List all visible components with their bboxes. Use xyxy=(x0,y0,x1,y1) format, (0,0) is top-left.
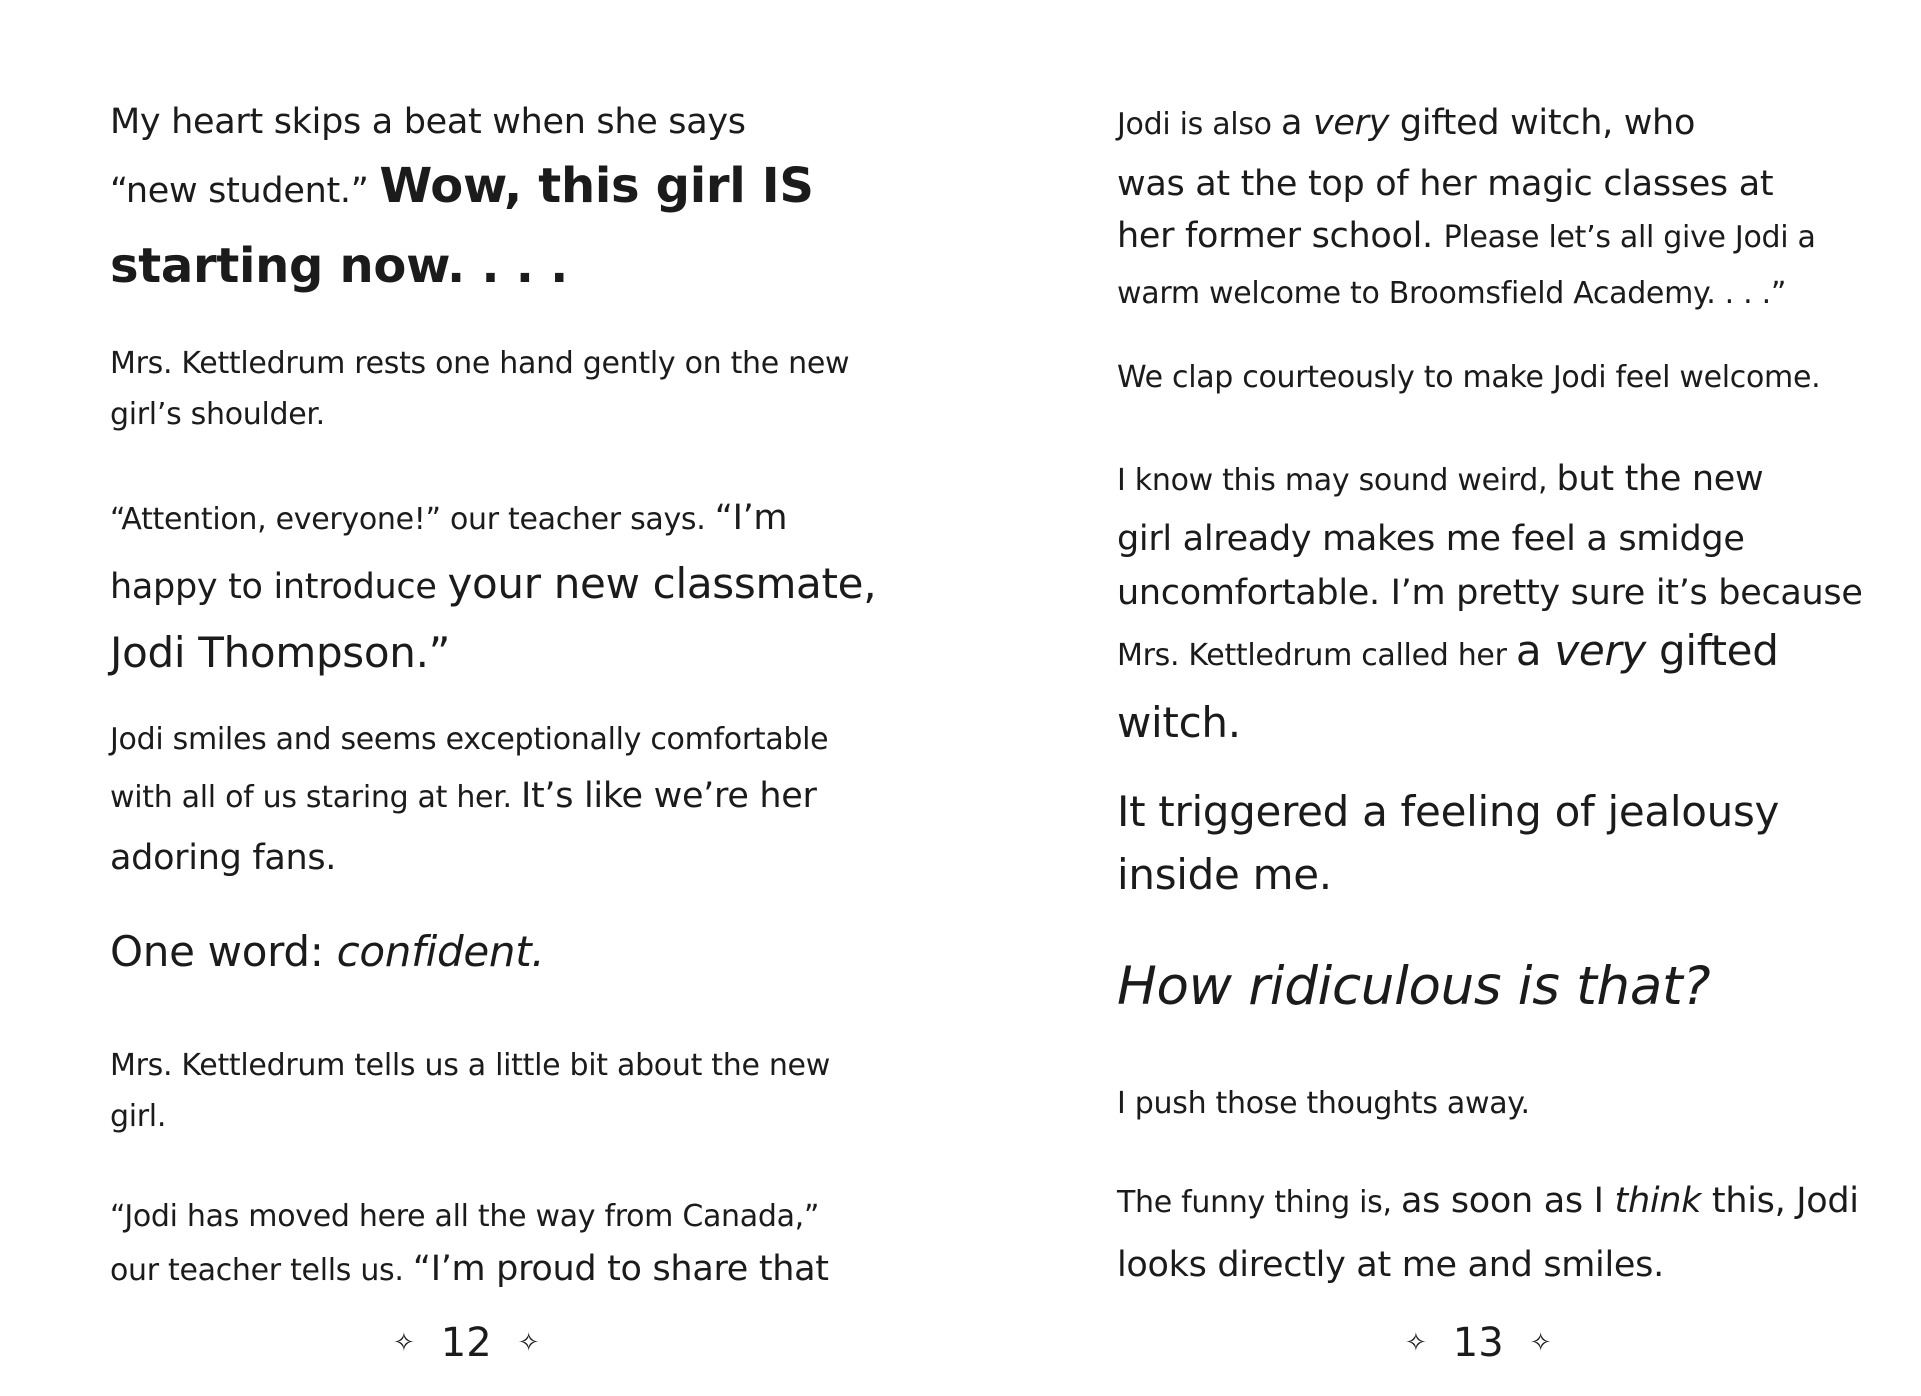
text-line: warm welcome to Broomsfield Academy. . . .” xyxy=(1117,276,1787,311)
text-line: Mrs. Kettledrum rests one hand gently on the new xyxy=(110,346,850,381)
right-paragraph-5 xyxy=(1117,952,1710,1022)
text-line xyxy=(110,488,876,554)
text-line xyxy=(110,768,828,830)
text-span: but the new xyxy=(1556,459,1764,499)
text-line xyxy=(1117,94,1816,158)
text-span: this, Jodi xyxy=(1701,1181,1859,1221)
text-span: It’s like we’re her xyxy=(520,776,817,816)
left-page xyxy=(0,0,960,1396)
right-paragraph-4 xyxy=(1117,780,1779,906)
text-line: We clap courteously to make Jodi feel welcome. xyxy=(1117,360,1821,395)
text-span: “I’m xyxy=(714,498,788,538)
sparkle-icon: ✧ xyxy=(1405,1328,1427,1358)
left-paragraph-4 xyxy=(110,712,828,886)
text-span: confident. xyxy=(336,927,545,976)
text-line: Jodi smiles and seems exceptionally comfortable xyxy=(110,722,829,757)
right-paragraph-6 xyxy=(1117,1078,1530,1130)
text-line: Mrs. Kettledrum tells us a little bit about the new xyxy=(110,1048,830,1083)
text-line: inside me. xyxy=(1117,850,1332,899)
left-paragraph-7 xyxy=(110,1190,829,1301)
text-span: with all of us staring at her. xyxy=(110,780,521,815)
text-span: “new student.” xyxy=(110,171,380,211)
text-span: very xyxy=(1554,626,1646,675)
text-line: starting now. . . . xyxy=(110,238,569,294)
text-line: I push those thoughts away. xyxy=(1117,1086,1530,1121)
page-number-right xyxy=(1405,1320,1552,1366)
text-span: happy to introduce xyxy=(110,567,448,607)
left-paragraph-6 xyxy=(110,1040,830,1142)
text-line: My heart skips a beat when she says xyxy=(110,102,746,142)
right-paragraph-2 xyxy=(1117,352,1820,404)
text-line: Jodi Thompson.” xyxy=(110,628,451,677)
sparkle-icon: ✧ xyxy=(1529,1328,1552,1358)
text-line xyxy=(1117,620,1863,691)
text-span: your new classmate, xyxy=(447,559,877,608)
text-span: think xyxy=(1614,1181,1702,1221)
sparkle-icon: ✧ xyxy=(393,1328,415,1358)
text-line xyxy=(1117,1172,1859,1236)
text-span: Mrs. Kettledrum called her xyxy=(1117,638,1516,673)
text-line: It triggered a feeling of jealousy xyxy=(1117,787,1780,836)
text-line xyxy=(110,554,876,623)
text-line: adoring fans. xyxy=(110,838,337,878)
text-span: a xyxy=(1515,626,1555,675)
text-span: The funny thing is, xyxy=(1117,1185,1401,1220)
text-span: Please let’s all give Jodi a xyxy=(1443,220,1816,255)
text-span: gifted xyxy=(1645,626,1779,675)
right-paragraph-7 xyxy=(1117,1172,1859,1294)
text-span: Wow, this girl IS xyxy=(379,158,814,214)
text-span: “Attention, everyone!” our teacher says. xyxy=(110,502,715,537)
text-line: girl already makes me feel a smidge xyxy=(1117,519,1745,559)
text-line: uncomfortable. I’m pretty sure it’s because xyxy=(1117,573,1863,613)
text-line xyxy=(110,1243,829,1301)
page-number-left xyxy=(393,1320,540,1366)
text-line xyxy=(1117,210,1816,268)
text-line xyxy=(110,152,814,231)
text-line: girl. xyxy=(110,1099,167,1134)
text-span: very xyxy=(1312,103,1390,143)
text-span: a xyxy=(1280,103,1313,143)
text-line: witch. xyxy=(1117,698,1241,747)
right-page xyxy=(960,0,1921,1396)
left-paragraph-1 xyxy=(110,92,814,301)
page-number-value: 12 xyxy=(440,1320,492,1366)
text-span: as soon as I xyxy=(1400,1181,1615,1221)
text-span: her former school. xyxy=(1117,216,1444,256)
text-span: our teacher tells us. xyxy=(110,1253,413,1288)
left-paragraph-2 xyxy=(110,338,849,440)
text-line: “Jodi has moved here all the way from Canada,” xyxy=(110,1199,820,1234)
text-line xyxy=(1117,452,1863,512)
text-line: was at the top of her magic classes at xyxy=(1117,164,1774,204)
text-line: How ridiculous is that? xyxy=(1117,956,1711,1017)
text-span: gifted witch, who xyxy=(1389,103,1696,143)
text-span: I know this may sound weird, xyxy=(1117,463,1557,498)
page-number-value: 13 xyxy=(1452,1320,1504,1366)
text-line: looks directly at me and smiles. xyxy=(1117,1245,1664,1285)
text-span: Jodi is also xyxy=(1117,107,1281,142)
left-paragraph-5 xyxy=(110,922,544,991)
right-paragraph-1 xyxy=(1117,94,1816,320)
sparkle-icon: ✧ xyxy=(517,1328,540,1358)
text-span: “I’m proud to share that xyxy=(412,1249,829,1289)
text-line xyxy=(110,922,544,991)
text-span: One word: xyxy=(110,927,337,976)
text-line: girl’s shoulder. xyxy=(110,397,325,432)
right-paragraph-3 xyxy=(1117,452,1863,755)
left-paragraph-3 xyxy=(110,488,876,683)
